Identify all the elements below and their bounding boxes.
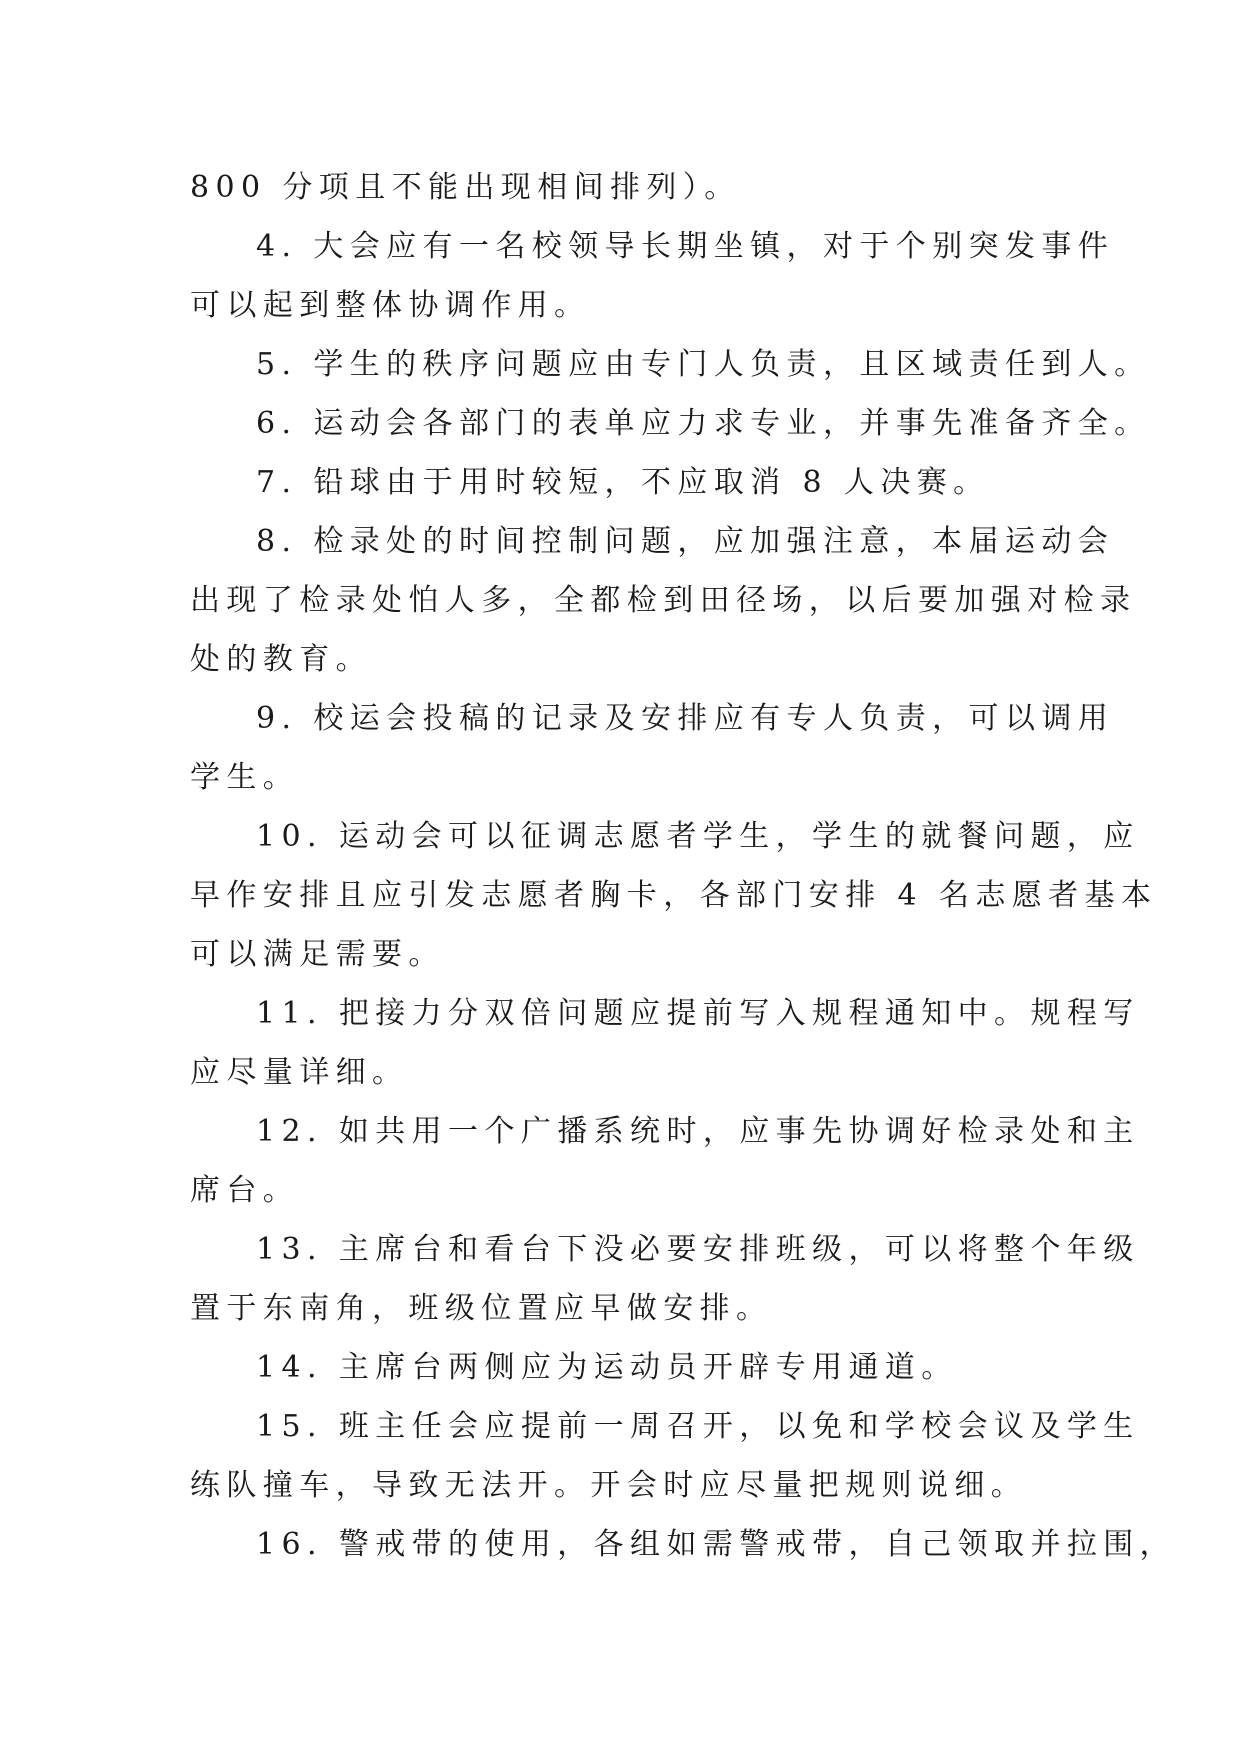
text-line: 11. 把接力分双倍问题应提前写入规程通知中。规程写: [256, 996, 1140, 1031]
text-line: 800 分项且不能出现相间排列）。: [190, 170, 741, 205]
text-line: 16. 警戒带的使用，各组如需警戒带，自己领取并拉围，: [256, 1527, 1177, 1562]
text-line: 置于东南角，班级位置应早做安排。: [190, 1291, 773, 1326]
text-line: 早作安排且应引发志愿者胸卡，各部门安排 4 名志愿者基本: [190, 878, 1158, 913]
text-line: 15. 班主任会应提前一周召开，以免和学校会议及学生: [256, 1409, 1140, 1444]
text-line: 练队撞车，导致无法开。开会时应尽量把规则说细。: [190, 1468, 1028, 1503]
text-line: 可以满足需要。: [190, 937, 445, 972]
text-line: 4. 大会应有一名校领导长期坐镇，对于个别突发事件: [256, 229, 1115, 264]
document-body: [190, 158, 1177, 1574]
text-line: 处的教育。: [190, 642, 372, 677]
text-line: 应尽量详细。: [190, 1055, 409, 1090]
text-line: 7. 铅球由于用时较短，不应取消 8 人决赛。: [256, 465, 990, 500]
text-line: 13. 主席台和看台下没必要安排班级，可以将整个年级: [256, 1232, 1140, 1267]
text-line: 学生。: [190, 760, 300, 795]
text-line: 可以起到整体协调作用。: [190, 288, 591, 323]
text-line: 10. 运动会可以征调志愿者学生，学生的就餐问题，应: [256, 819, 1140, 854]
text-line: 9. 校运会投稿的记录及安排应有专人负责，可以调用: [256, 701, 1115, 736]
text-line: 5. 学生的秩序问题应由专门人负责，且区域责任到人。: [256, 347, 1151, 382]
text-line: 6. 运动会各部门的表单应力求专业，并事先准备齐全。: [256, 406, 1151, 441]
text-line: 12. 如共用一个广播系统时，应事先协调好检录处和主: [256, 1114, 1140, 1149]
text-line: 14. 主席台两侧应为运动员开辟专用通道。: [256, 1350, 958, 1385]
text-line: 8. 检录处的时间控制问题，应加强注意，本届运动会: [256, 524, 1115, 559]
text-line: 出现了检录处怕人多，全都检到田径场，以后要加强对检录: [190, 583, 1137, 618]
text-line: 席台。: [190, 1173, 300, 1208]
